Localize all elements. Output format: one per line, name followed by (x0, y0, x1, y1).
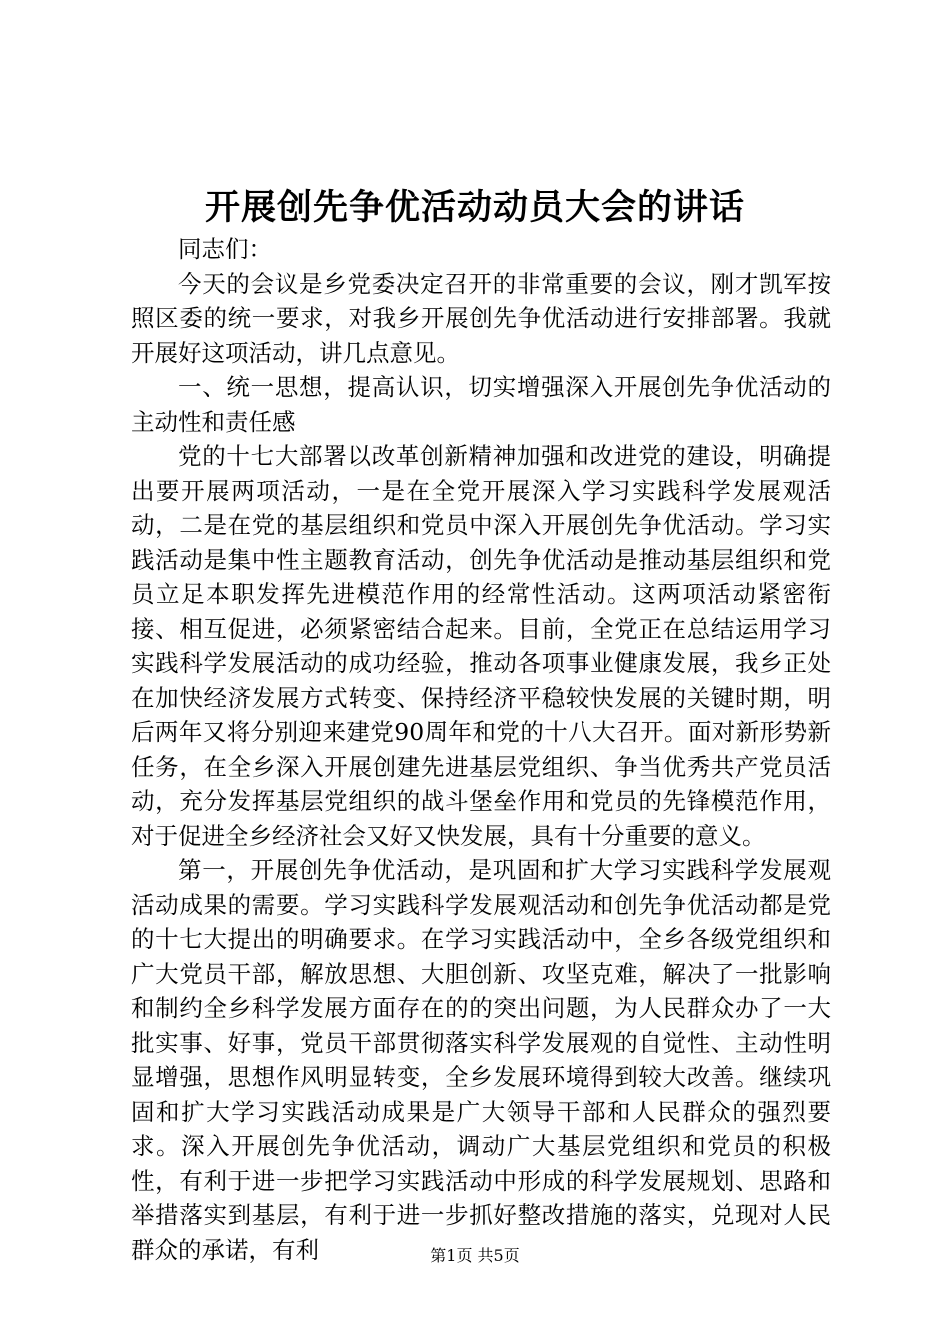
document-title: 开展创先争优活动动员大会的讲话 (204, 187, 745, 228)
paragraph-intro: 今天的会议是乡党委决定召开的非常重要的会议，刚才凯军按照区委的统一要求，对我乡开展创先争优活动进行安排部署。我就开展好这项活动，讲几点意见。 (131, 269, 831, 367)
document-body (131, 232, 831, 1267)
paragraph-background: 党的十七大部署以改革创新精神加强和改进党的建设，明确提出要开展两项活动，一是在全党开展深入学习实践科学发展观活动，二是在党的基层组织和党员中深入开展创先争优活动。学习实践活动是集中性主题教育活动，创先争优活动是推动基层组织和党员立足本职发挥先进模范作用的经常性活动。这两项活动紧密衔接、相互促进，必须紧密结合起来。目前，全党正在总结运用学习实践科学发展活动的成功经验，推动各项事业健康发展，我乡正处在加快经济发展方式转变、保持经济平稳较快发展的关键时期，明后两年又将分别迎来建党90周年和党的十八大召开。面对新形势新任务，在全乡深入开展创建先进基层党组织、争当优秀共产党员活动，充分发挥基层党组织的战斗堡垒作用和党员的先锋模范作用，对于促进全乡经济社会又好又快发展，具有十分重要的意义。 (131, 442, 831, 850)
section-heading-1: 一、统一思想，提高认识，切实增强深入开展创先争优活动的主动性和责任感 (131, 373, 831, 436)
page-number-footer: 第1页 共5页 (430, 1246, 520, 1265)
paragraph-greeting: 同志们： (178, 235, 272, 263)
paragraph-point-1: 第一，开展创先争优活动，是巩固和扩大学习实践科学发展观活动成果的需要。学习实践科学发展观活动和创先争优活动都是党的十七大提出的明确要求。在学习实践活动中，全乡各级党组织和广大党员干部，解放思想、大胆创新、攻坚克难，解决了一批影响和制约全乡科学发展方面存在的的突出问题，为人民群众办了一大批实事、好事，党员干部贯彻落实科学发展观的自觉性、主动性明显增强，思想作风明显转变，全乡发展环境得到较大改善。继续巩固和扩大学习实践活动成果是广大领导干部和人民群众的强烈要求。深入开展创先争优活动，调动广大基层党组织和党员的积极性，有利于进一步把学习实践活动中形成的科学发展规划、思路和举措落实到基层，有利于进一步抓好整改措施的落实，兑现对人民群众的承诺，有利 (131, 856, 831, 1264)
